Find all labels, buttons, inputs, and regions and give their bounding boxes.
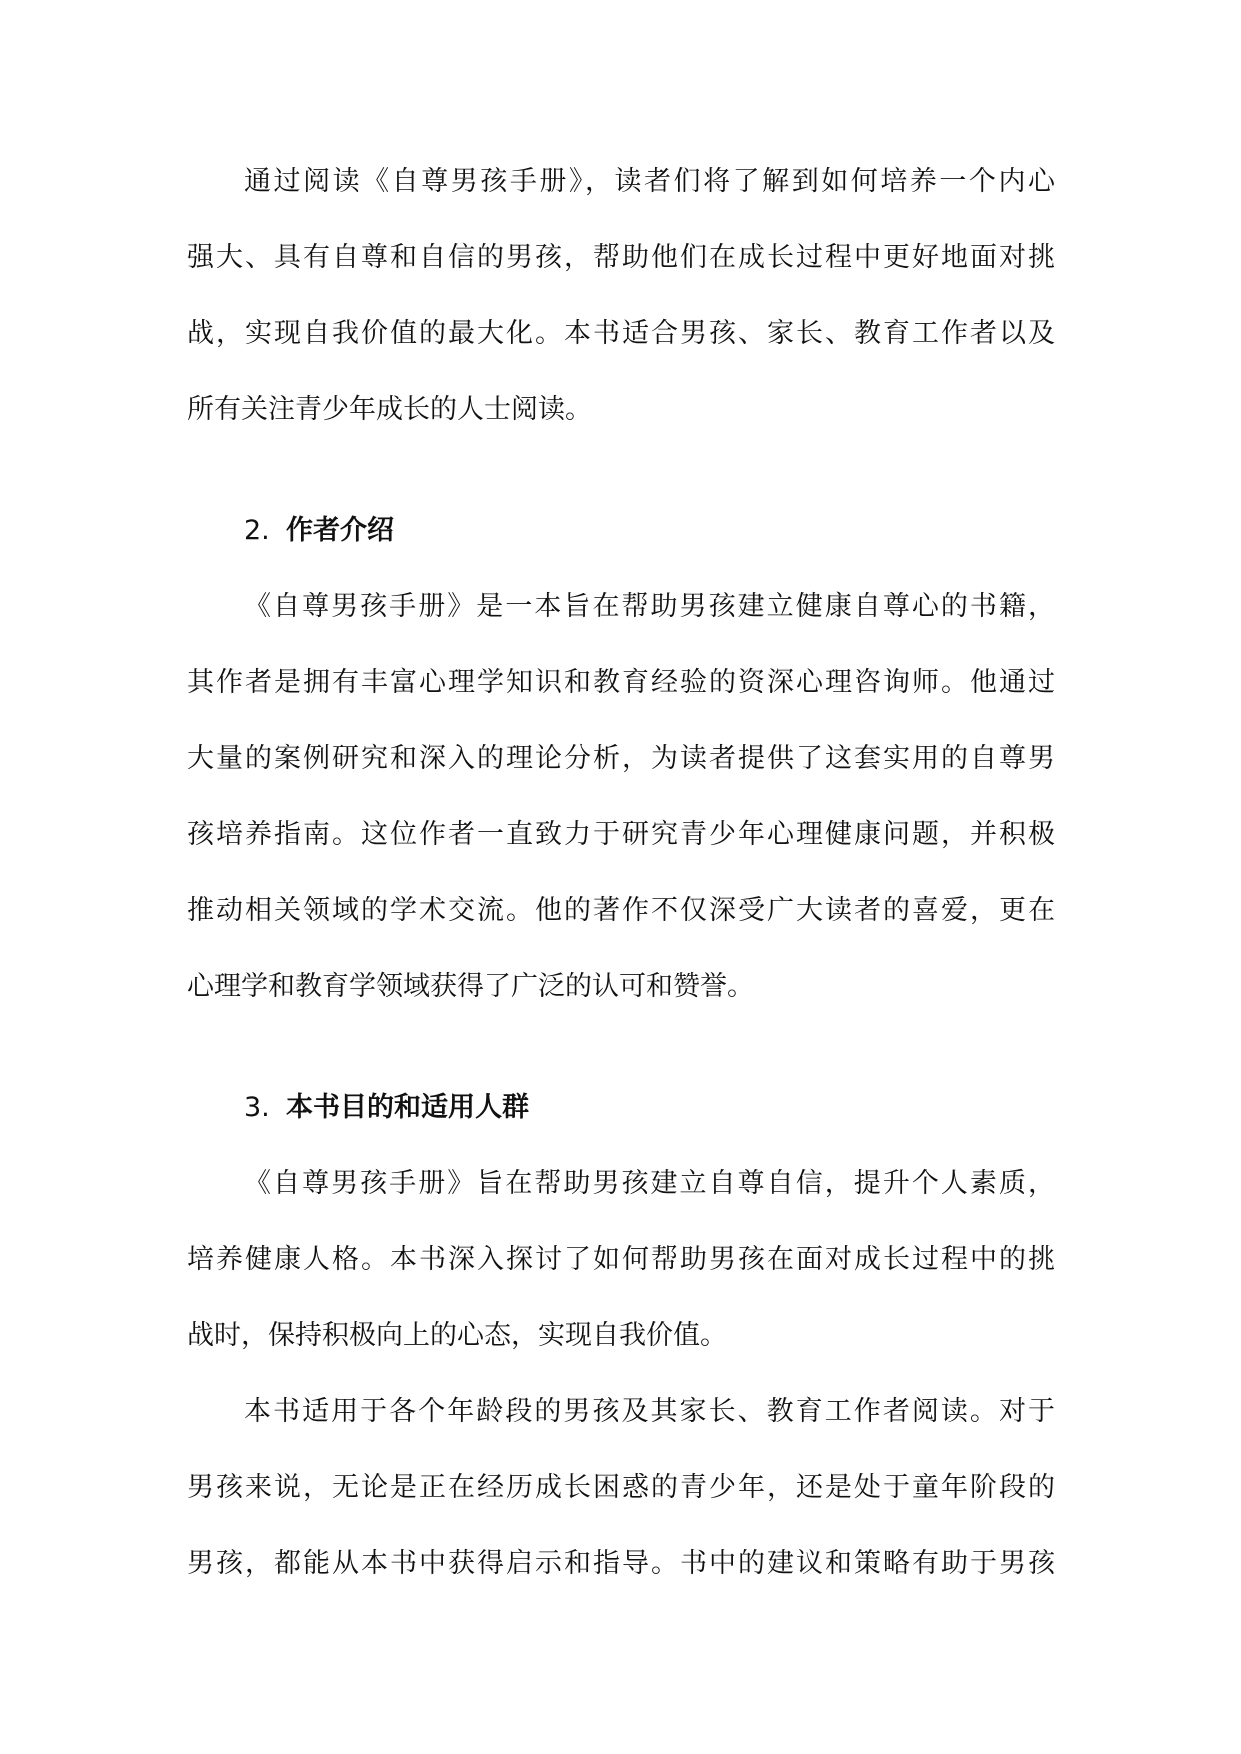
paragraph-author bbox=[187, 569, 1055, 1025]
paragraph-line: 《自尊男孩手册》是一本旨在帮助男孩建立健康自尊心的书籍， bbox=[244, 591, 1055, 622]
paragraph-line: 推动相关领域的学术交流。他的著作不仅深受广大读者的喜爱，更在 bbox=[187, 895, 1055, 926]
section-heading-purpose bbox=[187, 1070, 1055, 1146]
section-title: 作者介绍 bbox=[286, 515, 394, 546]
paragraph-line: 大量的案例研究和深入的理论分析，为读者提供了这套实用的自尊男 bbox=[187, 743, 1055, 774]
paragraph-line: 通过阅读《自尊男孩手册》，读者们将了解到如何培养一个内心 bbox=[244, 166, 1055, 197]
section-title: 本书目的和适用人群 bbox=[286, 1092, 529, 1123]
paragraph-line: 男孩来说，无论是正在经历成长困惑的青少年，还是处于童年阶段的 bbox=[187, 1472, 1055, 1503]
paragraph-line: 本书适用于各个年龄段的男孩及其家长、教育工作者阅读。对于 bbox=[244, 1396, 1055, 1427]
section-heading-author bbox=[187, 493, 1055, 569]
paragraph-line: 战时，保持积极向上的心态，实现自我价值。 bbox=[187, 1320, 727, 1351]
paragraph-line: 《自尊男孩手册》旨在帮助男孩建立自尊自信，提升个人素质， bbox=[244, 1168, 1055, 1199]
paragraph-line: 男孩，都能从本书中获得启示和指导。书中的建议和策略有助于男孩 bbox=[187, 1548, 1055, 1579]
paragraph-line: 培养健康人格。本书深入探讨了如何帮助男孩在面对成长过程中的挑 bbox=[187, 1244, 1055, 1275]
paragraph-line: 其作者是拥有丰富心理学知识和教育经验的资深心理咨询师。他通过 bbox=[187, 667, 1055, 698]
paragraph-line: 强大、具有自尊和自信的男孩，帮助他们在成长过程中更好地面对挑 bbox=[187, 242, 1055, 273]
section-number: 3. bbox=[244, 1092, 270, 1123]
paragraph-line: 孩培养指南。这位作者一直致力于研究青少年心理健康问题，并积极 bbox=[187, 819, 1055, 850]
paragraph-audience bbox=[187, 1374, 1055, 1602]
paragraph-line: 战，实现自我价值的最大化。本书适合男孩、家长、教育工作者以及 bbox=[187, 318, 1055, 349]
paragraph-intro bbox=[187, 144, 1055, 448]
section-number: 2. bbox=[244, 515, 270, 546]
paragraph-line: 所有关注青少年成长的人士阅读。 bbox=[187, 394, 592, 425]
document-body bbox=[187, 144, 1055, 1602]
paragraph-line: 心理学和教育学领域获得了广泛的认可和赞誉。 bbox=[187, 971, 754, 1002]
paragraph-purpose bbox=[187, 1146, 1055, 1374]
